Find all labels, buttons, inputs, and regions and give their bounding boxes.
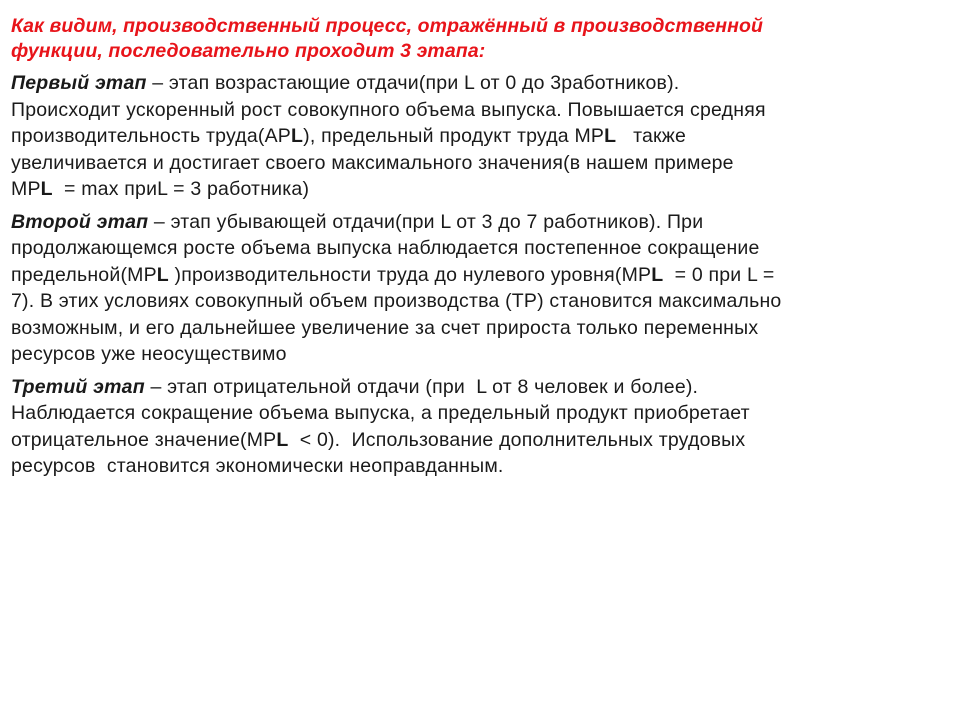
intro-line-1: Как видим, производственный процесс, отражённый в производственной — [11, 15, 764, 37]
stage-1-text-3d: L — [604, 125, 617, 147]
stage-2-text-6: ресурсов уже неосуществимо — [11, 343, 287, 365]
stage-2-text-5: возможным, и его дальнейшее увеличение за счет прироста только переменных — [11, 316, 759, 339]
stage-2-paragraph — [11, 209, 940, 368]
stage-2-text-3a: предельной(MP — [11, 263, 157, 286]
stage-1-text-5c: = max приL = 3 работника) — [52, 178, 310, 200]
stage-2-text-3c: )производительности труда до нулевого уровня(MP — [168, 263, 652, 286]
stage-3-text-3b: L — [276, 428, 289, 451]
stage-1-term: Первый этап — [11, 72, 147, 94]
stage-2-text-3b: L — [156, 263, 169, 286]
stage-1-text-5b: L — [40, 178, 53, 200]
stage-2-text-2: продолжающемся росте объема выпуска наблюдается постепенное сокращение — [11, 237, 760, 259]
stage-3-text-2: Наблюдается сокращение объема выпуска, а предельный продукт приобретает — [11, 402, 750, 424]
stage-1-text-5a: MP — [11, 178, 41, 200]
stage-1-text-3b: L — [291, 125, 304, 147]
intro-line-2: функции, последовательно проходит 3 этапа: — [11, 40, 486, 62]
stage-3-text-3c: < 0). Использование дополнительных трудовых — [288, 428, 746, 451]
stage-1-text-3a: производительность труда(AP — [11, 125, 292, 147]
stage-2-text-1: – этап убывающей отдачи(при L от 3 до 7 работников). При — [148, 210, 704, 233]
stage-1-paragraph — [11, 70, 940, 203]
stage-1-text-1: – этап возрастающие отдачи(при L от 0 до 3работников). — [146, 72, 680, 94]
stage-3-text-1: – этап отрицательной отдачи (при L от 8 человек и более). — [144, 375, 699, 398]
stage-3-paragraph — [11, 374, 940, 480]
intro-heading — [11, 14, 940, 64]
stage-1-text-3e: также — [616, 125, 687, 147]
stage-3-text-4: ресурсов становится экономически неоправданным. — [11, 455, 504, 477]
stage-2-term: Второй этап — [11, 210, 149, 233]
stage-1-text-4: увеличивается и достигает своего максимального значения(в нашем примере — [11, 151, 734, 174]
stage-2-text-3d: L — [651, 263, 664, 286]
stage-3-text-3a: отрицательное значение(MP — [11, 428, 277, 451]
stage-1-text-3c: ), предельный продукт труда MP — [303, 125, 605, 147]
stage-3-term: Третий этап — [11, 375, 145, 398]
stage-1-text-2: Происходит ускоренный рост совокупного объема выпуска. Повышается средняя — [11, 98, 766, 121]
stage-2-text-3e: = 0 при L = — [663, 263, 775, 286]
stage-2-text-4: 7). В этих условиях совокупный объем производства (TP) становится максимально — [11, 290, 782, 312]
